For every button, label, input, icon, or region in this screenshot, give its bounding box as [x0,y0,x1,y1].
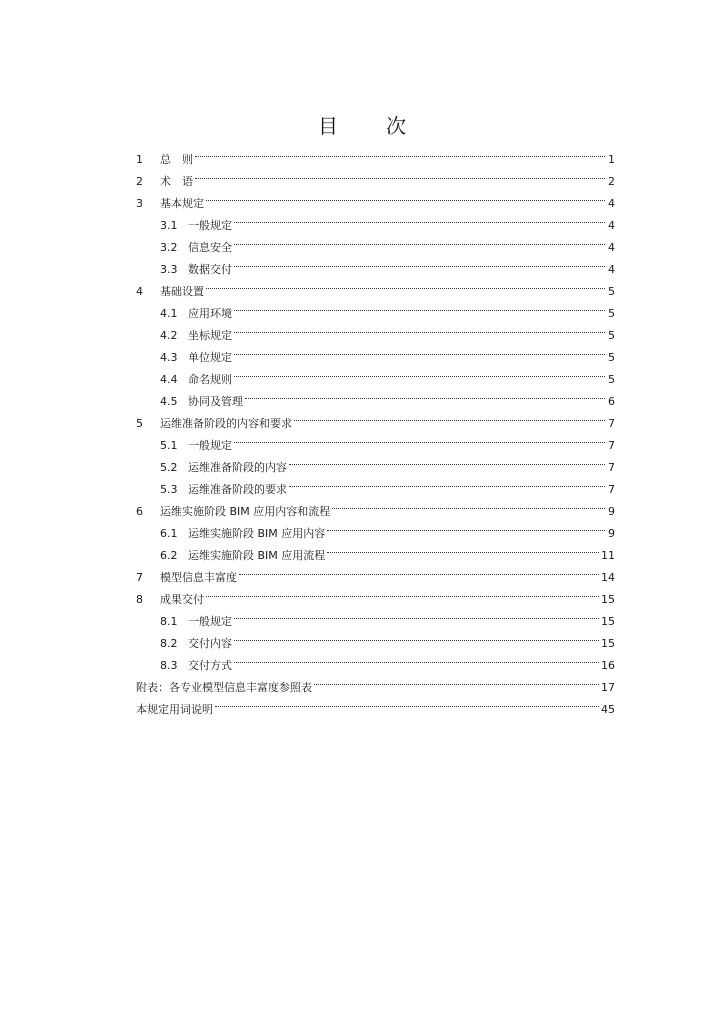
toc-entry-number: 3 [136,197,143,210]
toc-entry-number: 4.2 [160,329,178,342]
toc-entry-title: 基本规定 [160,197,204,210]
toc-entry-page: 4 [608,197,615,210]
toc-entry-title: 总 则 [160,153,193,166]
toc-entry[interactable] [136,295,615,320]
dot-leader [234,625,599,647]
toc-entry-title: 运维实施阶段 BIM 应用内容 [188,527,326,540]
toc-entry-title: 模型信息丰富度 [160,571,237,584]
toc-entry-title: 坐标规定 [188,329,232,342]
toc-entry-page: 15 [601,637,615,650]
toc-entry-number: 5 [136,417,143,430]
dot-leader [206,185,605,207]
toc-entry-title: 运维实施阶段 BIM 应用流程 [188,549,326,562]
toc-entry-number: 4.1 [160,307,178,320]
toc-entry-page: 16 [601,659,615,672]
toc-entry-title: 运维准备阶段的内容和要求 [160,417,292,430]
dot-leader [234,647,599,669]
toc-entry-title: 附表：各专业模型信息丰富度参照表 [136,681,312,694]
toc-entry-number: 5.2 [160,461,178,474]
dot-leader [314,669,599,691]
toc-entry[interactable] [136,141,615,166]
toc-entry[interactable] [136,581,615,606]
toc-entry-number: 8 [136,593,143,606]
toc-entry-number: 7 [136,571,143,584]
toc-entry-number: 3.3 [160,263,178,276]
toc-entry-title: 信息安全 [188,241,232,254]
toc-entry-number: 4.4 [160,373,178,386]
dot-leader [327,537,599,559]
toc-entry-title: 运维准备阶段的要求 [188,483,287,496]
dot-leader [234,361,605,383]
dot-leader [327,515,605,537]
toc-entry-page: 5 [608,351,615,364]
dot-leader [332,493,605,515]
toc-entry-page: 4 [608,219,615,232]
toc-entry-title: 数据交付 [188,263,232,276]
toc-entry-page: 6 [608,395,615,408]
dot-leader [234,603,599,625]
toc-entry-title: 术 语 [160,175,193,188]
toc-entry-number: 1 [136,153,143,166]
toc-entry[interactable] [136,273,615,298]
toc-entry-page: 14 [601,571,615,584]
toc-entry-page: 5 [608,307,615,320]
dot-leader [206,273,605,295]
dot-leader [239,559,599,581]
dot-leader [294,405,605,427]
dot-leader [289,449,605,471]
dot-leader [234,207,605,229]
toc-entry[interactable] [136,185,615,210]
toc-entry-number: 6 [136,505,143,518]
toc-entry-number: 4 [136,285,143,298]
toc-entry-number: 2 [136,175,143,188]
toc-entry-number: 4.3 [160,351,178,364]
toc-entry-number: 3.2 [160,241,178,254]
toc-entry-title: 运维准备阶段的内容 [188,461,287,474]
toc-entry-title: 基础设置 [160,285,204,298]
dot-leader [215,691,599,713]
dot-leader [195,141,605,163]
toc-entry-page: 5 [608,329,615,342]
toc-entry-number: 5.1 [160,439,178,452]
toc-entry-number: 3.1 [160,219,178,232]
toc-entry-page: 5 [608,285,615,298]
toc-entry-page: 2 [608,175,615,188]
toc-entry-title: 应用环境 [188,307,232,320]
toc-entry-page: 15 [601,593,615,606]
dot-leader [195,163,605,185]
toc-entry-page: 7 [608,439,615,452]
toc-entry-number: 6.1 [160,527,178,540]
toc-entry[interactable] [136,163,615,188]
toc-entry-title: 运维实施阶段 BIM 应用内容和流程 [160,505,331,518]
toc-entry-page: 4 [608,263,615,276]
toc-entry-page: 1 [608,153,615,166]
toc-title: 目 次 [318,114,420,138]
toc-entry-number: 8.3 [160,659,178,672]
dot-leader [234,427,605,449]
toc-entry-page: 7 [608,461,615,474]
dot-leader [245,383,605,405]
toc-entry-title: 本规定用词说明 [136,703,213,716]
toc-entry-page: 9 [608,527,615,540]
toc-entry-title: 一般规定 [188,439,232,452]
toc-entry-page: 15 [601,615,615,628]
toc-entry-page: 9 [608,505,615,518]
toc-entry-page: 45 [601,703,615,716]
toc-entry-page: 11 [601,549,615,562]
toc-entry-title: 交付内容 [188,637,232,650]
dot-leader [234,229,605,251]
dot-leader [234,339,605,361]
toc-entry[interactable] [136,207,615,232]
toc-entry-title: 一般规定 [188,615,232,628]
toc-entry-page: 4 [608,241,615,254]
dot-leader [289,471,605,493]
toc-entry[interactable] [136,603,615,628]
toc-entry-number: 8.2 [160,637,178,650]
dot-leader [234,251,605,273]
toc-entry-title: 成果交付 [160,593,204,606]
toc-entry-title: 单位规定 [188,351,232,364]
dot-leader [234,295,605,317]
toc-entry-number: 6.2 [160,549,178,562]
toc-entry-page: 5 [608,373,615,386]
table-of-contents [136,141,615,716]
toc-entry-number: 5.3 [160,483,178,496]
toc-entry-page: 7 [608,483,615,496]
toc-entry-title: 交付方式 [188,659,232,672]
toc-entry-page: 7 [608,417,615,430]
dot-leader [234,317,605,339]
toc-entry-number: 8.1 [160,615,178,628]
dot-leader [206,581,599,603]
toc-entry-page: 17 [601,681,615,694]
toc-entry-title: 一般规定 [188,219,232,232]
toc-entry-number: 4.5 [160,395,178,408]
toc-entry-title: 命名规则 [188,373,232,386]
toc-entry-title: 协同及管理 [188,395,243,408]
